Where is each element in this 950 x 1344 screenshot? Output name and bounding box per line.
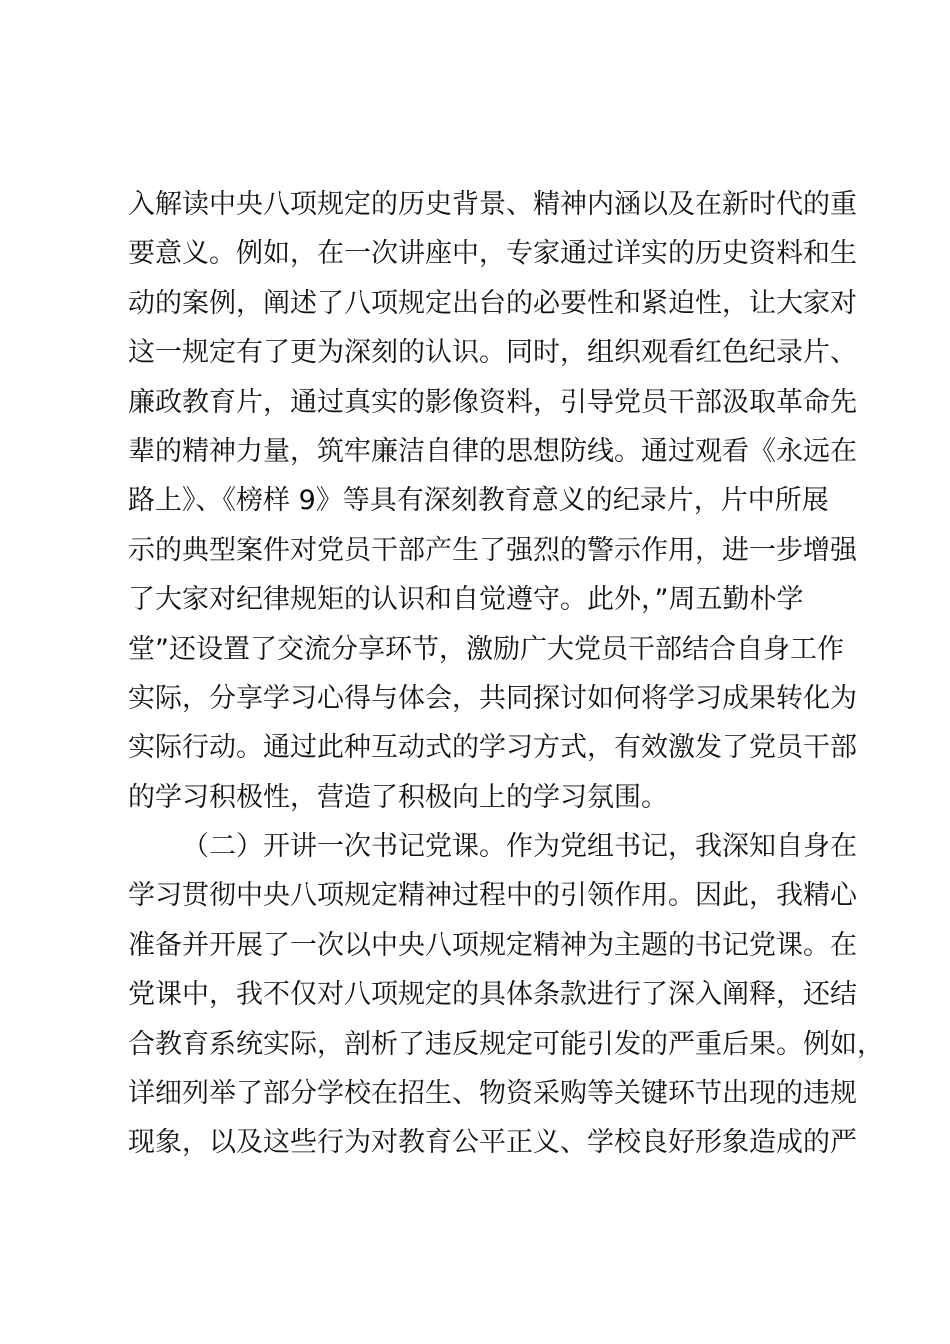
body-text: [128, 180, 884, 1168]
text-line: 辈的精神力量，筑牢廉洁自律的思想防线。通过观看《永远在: [128, 435, 857, 467]
text-line: 实际，分享学习心得与体会，共同探讨如何将学习成果转化为: [128, 682, 857, 714]
text-line: 党课中，我不仅对八项规定的具体条款进行了深入阐释，还结: [128, 979, 857, 1011]
text-line: 准备并开展了一次以中央八项规定精神为主题的书记党课。在: [128, 929, 857, 961]
text-line: 廉政教育片，通过真实的影像资料，引导党员干部汲取革命先: [128, 386, 857, 418]
text-line: 动的案例，阐述了八项规定出台的必要性和紧迫性，让大家对: [128, 287, 857, 319]
text-line: 要意义。例如，在一次讲座中，专家通过详实的历史资料和生: [128, 238, 857, 270]
text-line: 实际行动。通过此种互动式的学习方式，有效激发了党员干部: [128, 732, 857, 764]
text-line: 的学习积极性，营造了积极向上的学习氛围。: [128, 781, 668, 813]
text-line: 路上》、《榜样 9》等具有深刻教育意义的纪录片，片中所展: [128, 485, 829, 517]
text-line: 详细列举了部分学校在招生、物资采购等关键环节出现的违规: [128, 1078, 857, 1110]
text-line: 堂”还设置了交流分享环节，激励广大党员干部结合自身工作: [128, 633, 844, 665]
text-line: 学习贯彻中央八项规定精神过程中的引领作用。因此，我精心: [128, 880, 857, 912]
text-line: 这一规定有了更为深刻的认识。同时，组织观看红色纪录片、: [128, 337, 857, 369]
text-line: 入解读中央八项规定的历史背景、精神内涵以及在新时代的重: [128, 189, 857, 220]
text-line: 了大家对纪律规矩的认识和自觉遵守。此外，”周五勤朴学: [128, 584, 804, 616]
text-line: 示的典型案件对党员干部产生了强烈的警示作用，进一步增强: [128, 534, 857, 566]
text-line: 现象，以及这些行为对教育公平正义、学校良好形象造成的严: [128, 1127, 857, 1159]
section-heading-line: （二）开讲一次书记党课。作为党组书记，我深知自身在: [182, 831, 857, 863]
text-line: 合教育系统实际，剖析了违反规定可能引发的严重后果。例如，: [128, 1028, 884, 1060]
